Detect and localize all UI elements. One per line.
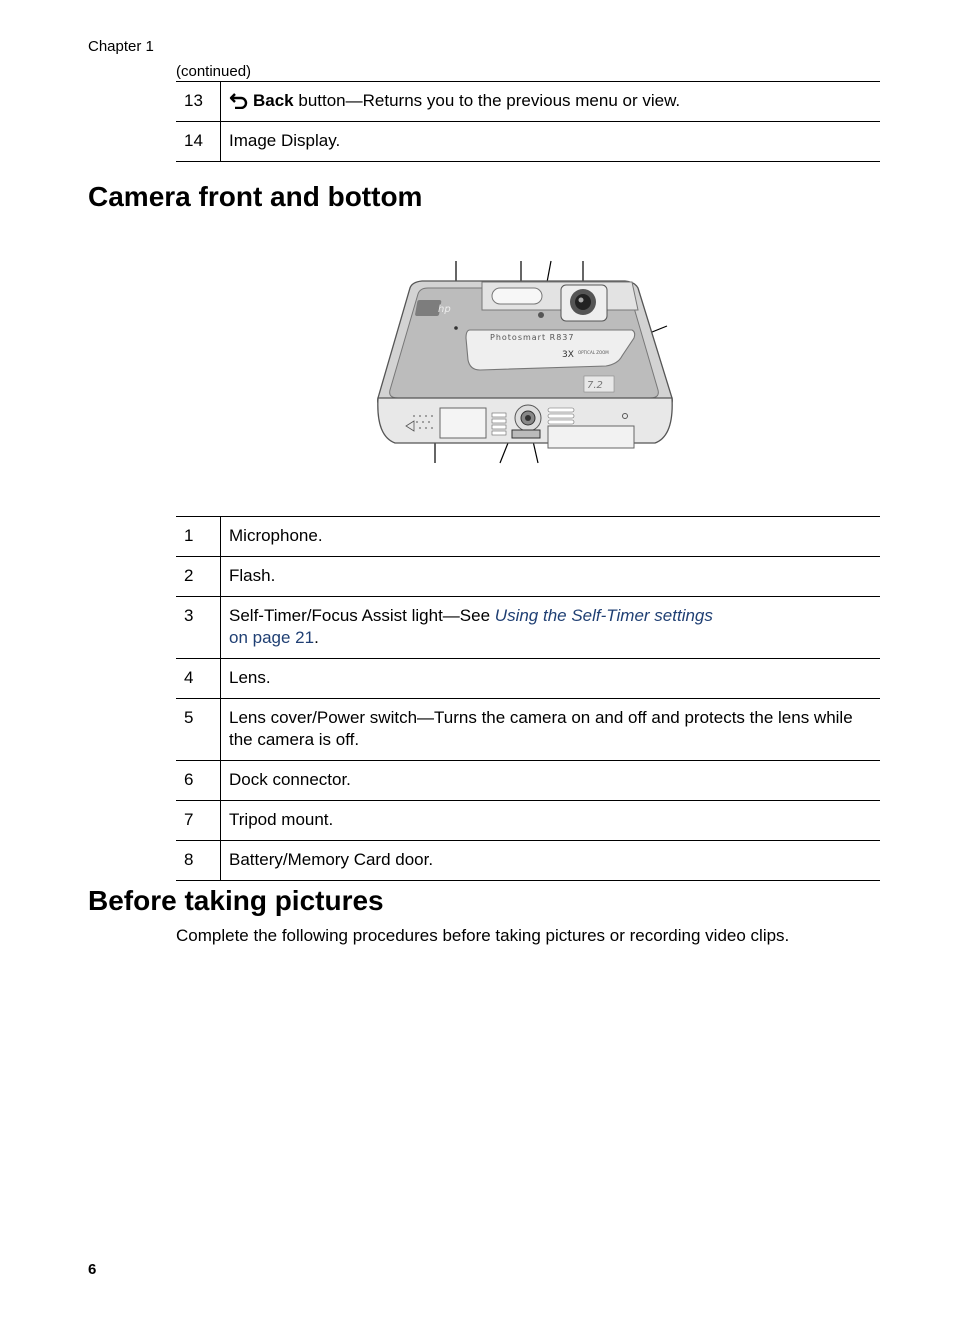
row-description: Flash. (229, 566, 276, 585)
megapixel-badge: 7.2 (587, 380, 603, 391)
table-row (176, 801, 880, 841)
brand-mark: hp (438, 304, 451, 315)
row-text: Self-Timer/Focus Assist light—See (229, 606, 495, 625)
table-row (176, 122, 880, 162)
table-row (176, 82, 880, 122)
camera-illustration (370, 258, 680, 468)
section-heading-camera-front: Camera front and bottom (88, 181, 423, 212)
table-row (176, 659, 880, 699)
zoom-sub-text: OPTICAL ZOOM (578, 350, 609, 355)
continued-label: (continued) (176, 63, 252, 80)
row-number: 14 (176, 122, 221, 162)
row-description: Tripod mount. (229, 810, 334, 829)
row-description: Lens. (229, 668, 271, 687)
zoom-text: 3X (562, 350, 574, 360)
row-number: 1 (176, 517, 221, 557)
row-number: 4 (176, 659, 221, 699)
battery-door-icon (548, 426, 634, 448)
page-number: 6 (88, 1261, 97, 1278)
row-number: 7 (176, 801, 221, 841)
table-row (176, 761, 880, 801)
row-description: Microphone. (229, 526, 323, 545)
continued-table (176, 81, 880, 162)
table-row (176, 557, 880, 597)
row-description: Battery/Memory Card door. (229, 850, 434, 869)
row-number: 3 (176, 597, 221, 659)
parts-table (176, 516, 880, 881)
row-number: 8 (176, 841, 221, 881)
back-label: Back (253, 91, 294, 110)
row-number: 13 (176, 82, 221, 122)
model-text: Photosmart R837 (490, 333, 575, 342)
row-number: 6 (176, 761, 221, 801)
row-description: Image Display. (229, 131, 341, 150)
row-number: 2 (176, 557, 221, 597)
self-timer-link[interactable]: Using the Self-Timer settings on page 21 (229, 606, 713, 647)
section-heading-before-pictures: Before taking pictures (88, 885, 384, 916)
row-description: Dock connector. (229, 770, 351, 789)
back-arrow-icon (229, 91, 249, 109)
table-row (176, 597, 880, 659)
intro-paragraph: Complete the following procedures before taking pictures or recording video clips. (176, 926, 790, 945)
dock-connector-icon (512, 430, 540, 438)
table-row (176, 841, 880, 881)
row-description (221, 82, 881, 122)
table-row (176, 699, 880, 761)
row-description (221, 597, 881, 659)
row-tail: . (314, 628, 319, 647)
table-row (176, 517, 880, 557)
row-text: button—Returns you to the previous menu or view. (293, 91, 681, 110)
row-description: Lens cover/Power switch—Turns the camera on and off and protects the lens while the camera is off. (229, 708, 853, 749)
chapter-label: Chapter 1 (88, 38, 154, 55)
row-number: 5 (176, 699, 221, 761)
